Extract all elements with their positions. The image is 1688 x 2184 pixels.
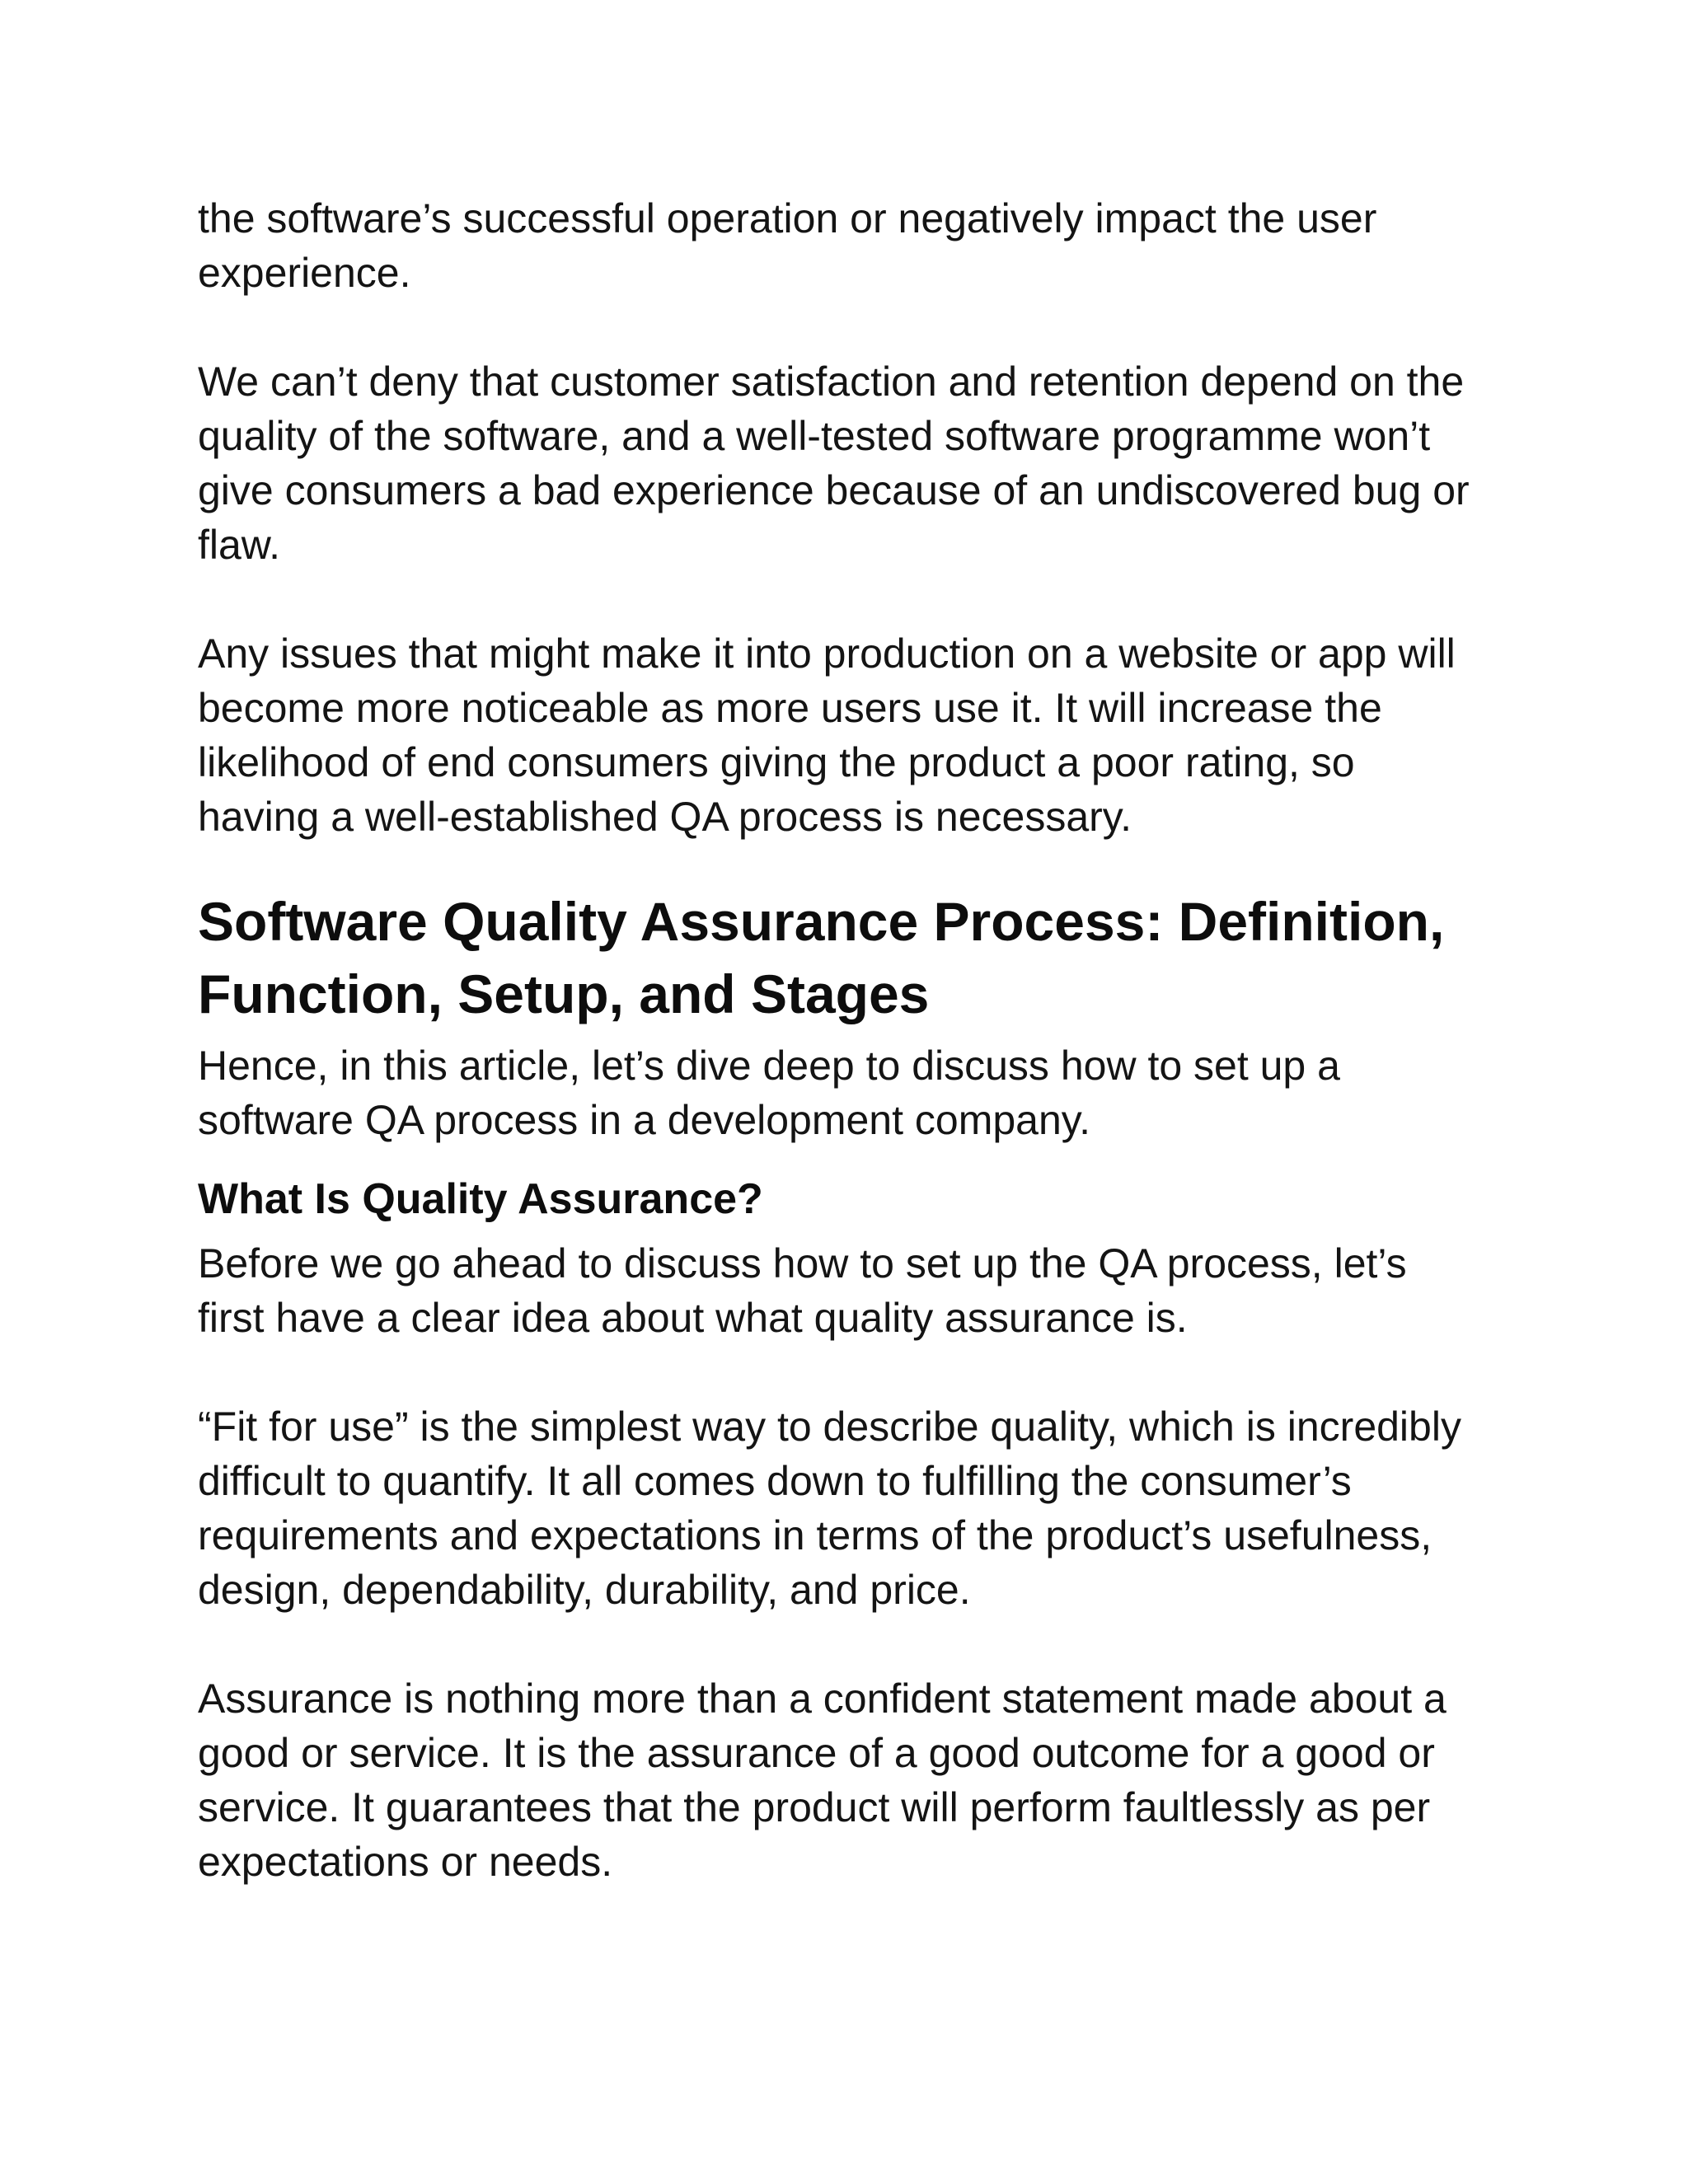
paragraph-spacer [198, 300, 1500, 354]
document-body [198, 191, 1500, 1889]
body-paragraph: Assurance is nothing more than a confident statement made about a good or service. It is the assurance of a good outcome for a good or service. It guarantees that the product will perform faultlessly as per expectations or needs. [198, 1675, 1447, 1885]
paragraph-spacer [198, 572, 1500, 626]
subsection-heading: What Is Quality Assurance? [198, 1175, 763, 1223]
body-paragraph: We can’t deny that customer satisfaction and retention depend on the quality of the software, and a well-tested software programme won’t give consumers a bad experience because of an undiscovered bug or flaw. [198, 359, 1470, 568]
body-paragraph: Any issues that might make it into production on a website or app will become more noticeable as more users use it. It will increase the likelihood of end consumers giving the product a poor rating, so having a well-established QA process is necessary. [198, 630, 1456, 840]
paragraph-spacer [198, 1617, 1500, 1671]
body-paragraph: the software’s successful operation or negatively impact the user experience. [198, 195, 1377, 296]
intro-paragraph: Hence, in this article, let’s dive deep to discuss how to set up a software QA process in a development company. [198, 1043, 1340, 1143]
paragraph-spacer [198, 1345, 1500, 1399]
body-paragraph: “Fit for use” is the simplest way to describe quality, which is incredibly difficult to quantify. It all comes down to fulfilling the consumer’s requirements and expectations in terms of the product’s usefulness, design, dependability, durability, and price. [198, 1404, 1461, 1613]
section-heading: Software Quality Assurance Process: Definition, Function, Setup, and Stages [198, 891, 1445, 1024]
body-paragraph: Before we go ahead to discuss how to set up the QA process, let’s first have a clear idea about what quality assurance is. [198, 1240, 1407, 1341]
